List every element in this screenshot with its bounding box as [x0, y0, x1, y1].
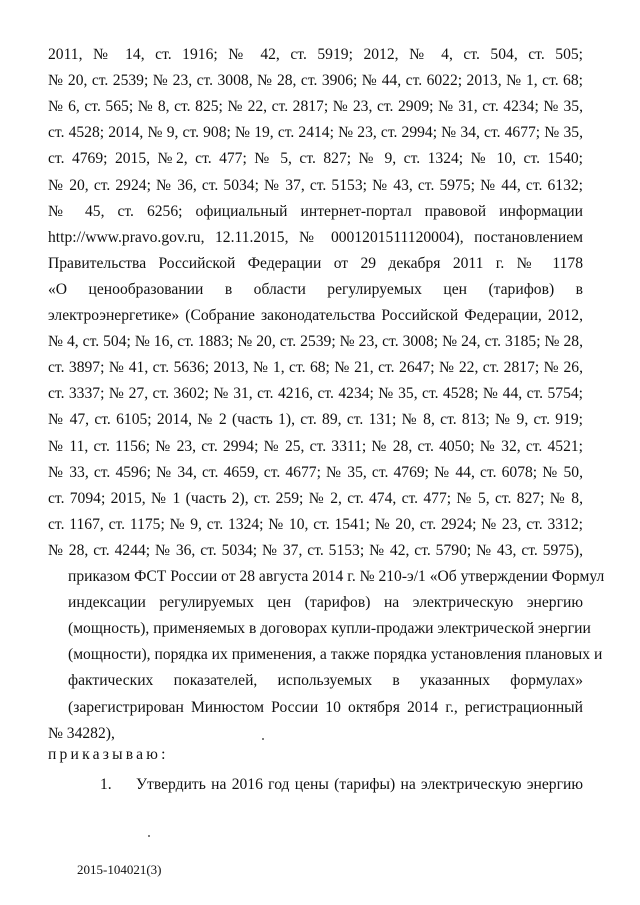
- item-text: Утвердить на 2016 год цены (тарифы) на электрическую энергию: [136, 776, 583, 793]
- text-line: «О ценообразовании в области регулируемых цен (тарифов) в: [48, 280, 583, 298]
- text-line: приказом ФСТ России от 28 августа 2014 г. № 210-э/1 «Об утверждении Формул: [68, 568, 605, 585]
- text-line: ст. 1167, ст. 1175; № 9, ст. 1324; № 10, ст. 1541; № 20, ст. 2924; № 23, ст. 3312;: [48, 515, 583, 533]
- text-line: электроэнергетике» (Собрание законодательства Российской Федерации, 2012,: [48, 307, 583, 324]
- text-line: ст. 3897; № 41, ст. 5636; 2013, № 1, ст. 68; № 21, ст. 2647; № 22, ст. 2817; № 26,: [48, 359, 583, 377]
- text-line: № 47, ст. 6105; 2014, № 2 (часть 1), ст. 89, ст. 131; № 8, ст. 813; № 9, ст. 919;: [48, 411, 583, 429]
- text-line: фактических показателей, используемых в указанных формулах»: [68, 672, 583, 690]
- text-line: № 11, ст. 1156; № 23, ст. 2994; № 25, ст. 3311; № 28, ст. 4050; № 32, ст. 4521;: [48, 437, 583, 455]
- text-line: (мощности), порядка их применения, а также порядка установления плановых и: [68, 646, 603, 664]
- scan-speck: [148, 835, 150, 837]
- text-line: (мощность), применяемых в договорах купли-продажи электрической энергии: [68, 620, 591, 638]
- text-line: № 6, ст. 565; № 8, ст. 825; № 22, ст. 2817; № 23, ст. 2909; № 31, ст. 4234; № 35,: [48, 98, 583, 116]
- scan-speck: [262, 738, 264, 740]
- text-line: № 34282),: [48, 724, 115, 742]
- text-line: ст. 7094; 2015, № 1 (часть 2), ст. 259; № 2, ст. 474, ст. 477; № 5, ст. 827; № 8,: [48, 489, 583, 507]
- text-line: ст. 4528; 2014, № 9, ст. 908; № 19, ст. 2414; № 23, ст. 2994; № 34, ст. 4677; № 35,: [48, 124, 583, 142]
- text-line: № 28, ст. 4244; № 36, ст. 5034; № 37, ст. 5153; № 42, ст. 5790; № 43, ст. 5975),: [48, 541, 583, 559]
- document-code: 2015-104021(3): [77, 862, 162, 877]
- text-line: индексации регулируемых цен (тарифов) на электрическую энергию: [68, 594, 583, 612]
- text-line: Правительства Российской Федерации от 29 декабря 2011 г. № 1178: [48, 254, 583, 272]
- text-line: № 45, ст. 6256; официальный интернет-портал правовой информации: [48, 202, 583, 220]
- text-line: № 20, ст. 2539; № 23, ст. 3008, № 28, ст. 3906; № 44, ст. 6022; 2013, № 1, ст. 68;: [48, 72, 583, 90]
- text-line: № 4, ст. 504; № 16, ст. 1883; № 20, ст. 2539; № 23, ст. 3008; № 24, ст. 3185; № 28,: [48, 333, 583, 351]
- text-line: ст. 4769; 2015, №2, ст. 477; № 5, ст. 827; № 9, ст. 1324; № 10, ст. 1540;: [48, 150, 583, 168]
- item-number: 1.: [100, 776, 112, 793]
- text-line: № 20, ст. 2924; № 36, ст. 5034; № 37, ст. 5153; № 43, ст. 5975; № 44, ст. 6132;: [48, 176, 583, 194]
- text-line: http://www.pravo.gov.ru, 12.11.2015, № 0001201511120004), постановлением: [48, 228, 583, 246]
- text-line: 2011, № 14, ст. 1916; № 42, ст. 5919; 2012, № 4, ст. 504, ст. 505;: [48, 46, 583, 63]
- order-heading: приказываю:: [48, 746, 169, 763]
- text-line: (зарегистрирован Минюстом России 10 октября 2014 г., регистрационный: [68, 698, 583, 716]
- text-line: № 33, ст. 4596; № 34, ст. 4659, ст. 4677; № 35, ст. 4769; № 44, ст. 6078; № 50,: [48, 463, 583, 481]
- text-line: ст. 3337; № 27, ст. 3602; № 31, ст. 4216, ст. 4234; № 35, ст. 4528; № 44, ст. 5754;: [48, 385, 583, 403]
